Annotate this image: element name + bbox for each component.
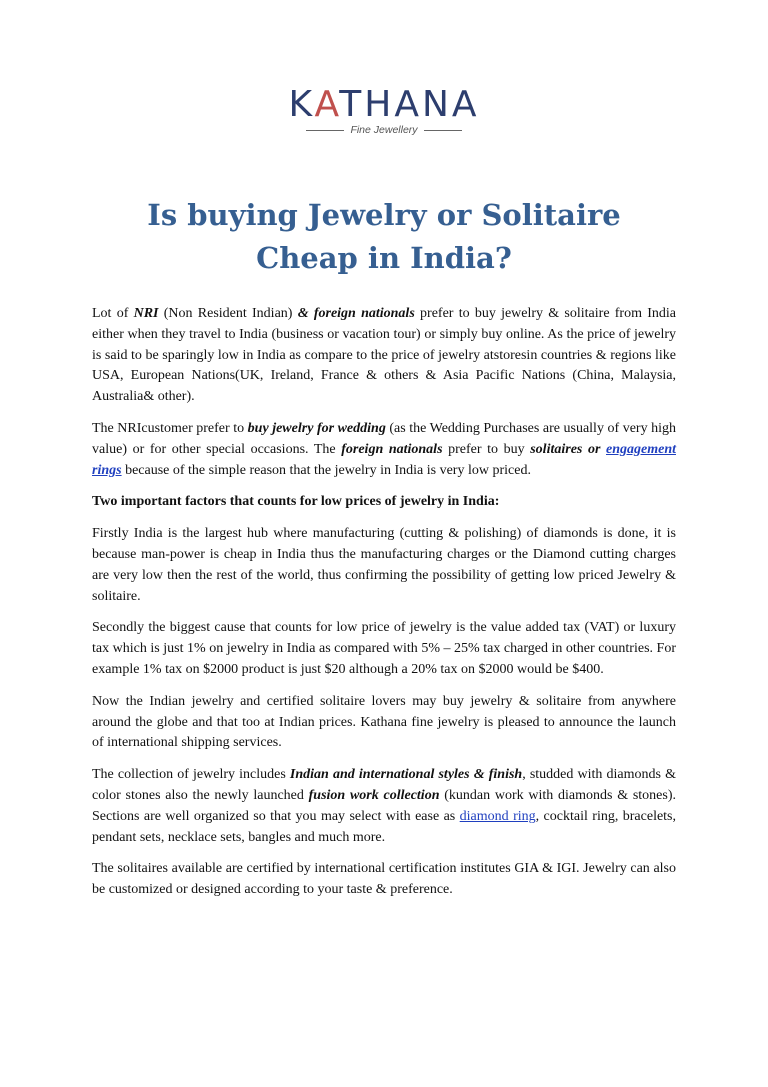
emphasis-nri: NRI	[133, 306, 159, 321]
title-line-2: Cheap in India?	[256, 241, 512, 275]
paragraph-nri	[92, 304, 676, 408]
emphasis-foreign-nationals: & foreign nationals	[297, 306, 415, 321]
text-run: prefer to buy	[442, 441, 531, 457]
text-run: because of the simple reason that the jewelry in India is very low priced.	[121, 462, 531, 478]
emphasis-foreign-nationals-2: foreign nationals	[341, 441, 443, 457]
text-run: (as the Wedding Purchases are usually of very high value) or for other special occasions. The	[92, 420, 676, 457]
emphasis-fusion: fusion work collection	[308, 787, 440, 803]
text-run: , studded with diamonds & color stones also the newly launched	[92, 767, 676, 803]
document-title	[92, 194, 676, 280]
factors-heading	[92, 492, 676, 513]
emphasis-solitaires: solitaires or	[530, 441, 606, 457]
paragraph-wedding	[92, 419, 676, 481]
emphasis-wedding: buy jewelry for wedding	[247, 420, 386, 436]
paragraph-secondly: Secondly the biggest cause that counts for low price of jewelry is the value added tax (VAT) or luxury tax which is just 1% on jewelry in India as compared with 5% – 25% tax charged in other countries. For example 1% tax on $2000 product is just $20 although a 20% tax on $2000 would be $400.	[92, 620, 676, 677]
text-run: prefer to buy jewelry & solitaire from India either when they travel to India (business or vacation tour) or simply buy online. As the price of jewelry is said to be sparingly low in India as compare to the price of jewelry atstoresin countries & regions like USA, European Nations(UK, Ireland, France & others & Asia Pacific Nations (China, Malaysia, Australia& other).	[92, 306, 676, 405]
logo-letter-a: A	[314, 84, 340, 125]
title-line-1: Is buying Jewelry or Solitaire	[147, 198, 621, 232]
logo-letter-k: K	[288, 84, 315, 125]
emphasis-styles: Indian and international styles & finish	[289, 767, 523, 783]
paragraph-firstly: Firstly India is the largest hub where manufacturing (cutting & polishing) of diamonds is done, it is because man-power is cheap in India thus the manufacturing charges or the Diamond cutting charges are very low then the rest of the world, thus confirming the possibility of getting low priced Jewelry & solitaire.	[92, 526, 676, 604]
logo-rule-right	[424, 130, 462, 131]
logo-rule-left	[306, 130, 344, 131]
logo-letters-rest: THANA	[339, 84, 480, 125]
text-run: Lot of	[92, 306, 134, 321]
text-run: The collection of jewelry includes	[92, 767, 290, 783]
paragraph-certification: The solitaires available are certified by international certification institutes GIA & IGI. Jewelry can also be customized or designed according to your taste & preference.	[92, 861, 676, 898]
logo-wordmark	[288, 86, 479, 124]
text-run: (Non Resident Indian)	[158, 306, 298, 321]
engagement-rings-link[interactable]: engagement rings	[92, 441, 676, 478]
brand-logo	[92, 0, 676, 146]
text-run: , cocktail ring, bracelets, pendant sets, necklace sets, bangles and much more.	[92, 808, 677, 845]
text-run: (kundan work with diamonds & stones). Sections are well organized so that you may select with ease as	[92, 787, 676, 824]
document-body	[92, 304, 676, 901]
logo-tagline-text: Fine Jewellery	[350, 124, 418, 136]
diamond-ring-link[interactable]: diamond ring	[459, 808, 536, 824]
paragraph-collection	[92, 765, 676, 848]
text-run: The NRIcustomer prefer to	[92, 420, 248, 436]
paragraph-shipping: Now the Indian jewelry and certified solitaire lovers may buy jewelry & solitaire from anywhere around the globe and that too at Indian prices. Kathana fine jewelry is pleased to announce the launch of international shipping services.	[92, 693, 676, 751]
factors-heading-text: Two important factors that counts for low prices of jewelry in India:	[92, 494, 500, 510]
logo-tagline	[92, 124, 676, 136]
